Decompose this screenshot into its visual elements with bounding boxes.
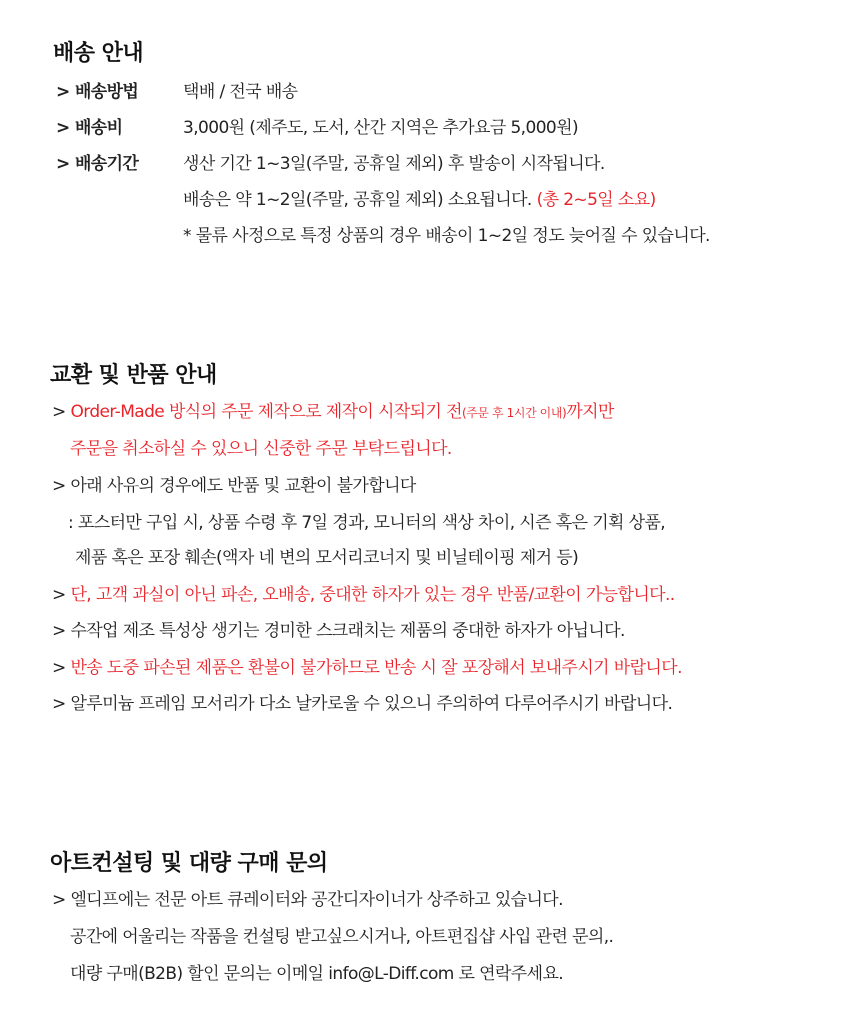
shipping-fee-value: 3,000원 (제주도, 도서, 산간 지역은 추가요금 5,000원) [183, 118, 578, 138]
consulting-line-1: > 엘디프에는 전문 아트 큐레이터와 공간디자이너가 상주하고 있습니다. [52, 890, 563, 910]
returns-line-7: > 수작업 제조 특성상 생기는 경미한 스크래치는 제품의 중대한 하자가 아닙니다. [52, 621, 625, 641]
returns-line-6-text: 단, 고객 과실이 아닌 파손, 오배송, 중대한 하자가 있는 경우 반품/교환이 가능합니다.. [70, 585, 675, 605]
consulting-line-3: 대량 구매(B2B) 할인 문의는 이메일 info@L-Diff.com 로 연락주세요. [70, 964, 564, 984]
returns-line-1-marker: > [52, 402, 71, 422]
returns-line-3: > 아래 사유의 경우에도 반품 및 교환이 불가합니다 [52, 476, 416, 496]
shipping-fee-label: > 배송비 [56, 118, 123, 138]
shipping-period-value: 생산 기간 1~3일(주말, 공휴일 제외) 후 발송이 시작됩니다. [183, 154, 605, 174]
consulting-title: 아트컨설팅 및 대량 구매 문의 [50, 851, 328, 876]
returns-line-1-text: Order-Made 방식의 주문 제작으로 제작이 시작되기 전 [70, 402, 462, 422]
shipping-method-label: > 배송방법 [56, 82, 139, 102]
shipping-total-duration: (총 2~5일 소요) [536, 190, 656, 210]
shipping-title: 배송 안내 [53, 41, 144, 66]
returns-line-1-end: 까지만 [566, 402, 614, 422]
shipping-period-label: > 배송기간 [56, 154, 139, 174]
returns-line-9: > 알루미늄 프레임 모서리가 다소 날카로울 수 있으니 주의하여 다루어주시기 바랍니다. [52, 694, 673, 714]
returns-line-8-text: 반송 도중 파손된 제품은 환불이 불가하므로 반송 시 잘 포장해서 보내주시기 바랍니다. [70, 658, 682, 678]
returns-line-8-marker: > [52, 658, 71, 678]
returns-title: 교환 및 반품 안내 [50, 363, 217, 388]
returns-line-4: : 포스터만 구입 시, 상품 수령 후 7일 경과, 모니터의 색상 차이, 시즌 혹은 기획 상품, [68, 513, 666, 533]
shipping-duration-line [183, 188, 656, 212]
shipping-method-value: 택배 / 전국 배송 [183, 82, 298, 102]
returns-line-1-small: (주문 후 1시간 이내) [461, 406, 567, 420]
shipping-delay-note: * 물류 사정으로 특정 상품의 경우 배송이 1~2일 정도 늦어질 수 있습니다. [183, 226, 710, 246]
shipping-duration-text: 배송은 약 1~2일(주말, 공휴일 제외) 소요됩니다. [183, 190, 532, 210]
returns-line-1 [52, 400, 614, 425]
returns-line-6 [52, 583, 675, 607]
returns-line-6-marker: > [52, 585, 71, 605]
returns-line-2: 주문을 취소하실 수 있으니 신중한 주문 부탁드립니다. [70, 439, 452, 459]
consulting-line-2: 공간에 어울리는 작품을 컨설팅 받고싶으시거나, 아트편집샵 사입 관련 문의,. [70, 927, 614, 947]
returns-line-8 [52, 656, 682, 680]
returns-line-5: 제품 혹은 포장 훼손(액자 네 변의 모서리코너지 및 비닐테이핑 제거 등) [75, 548, 579, 568]
